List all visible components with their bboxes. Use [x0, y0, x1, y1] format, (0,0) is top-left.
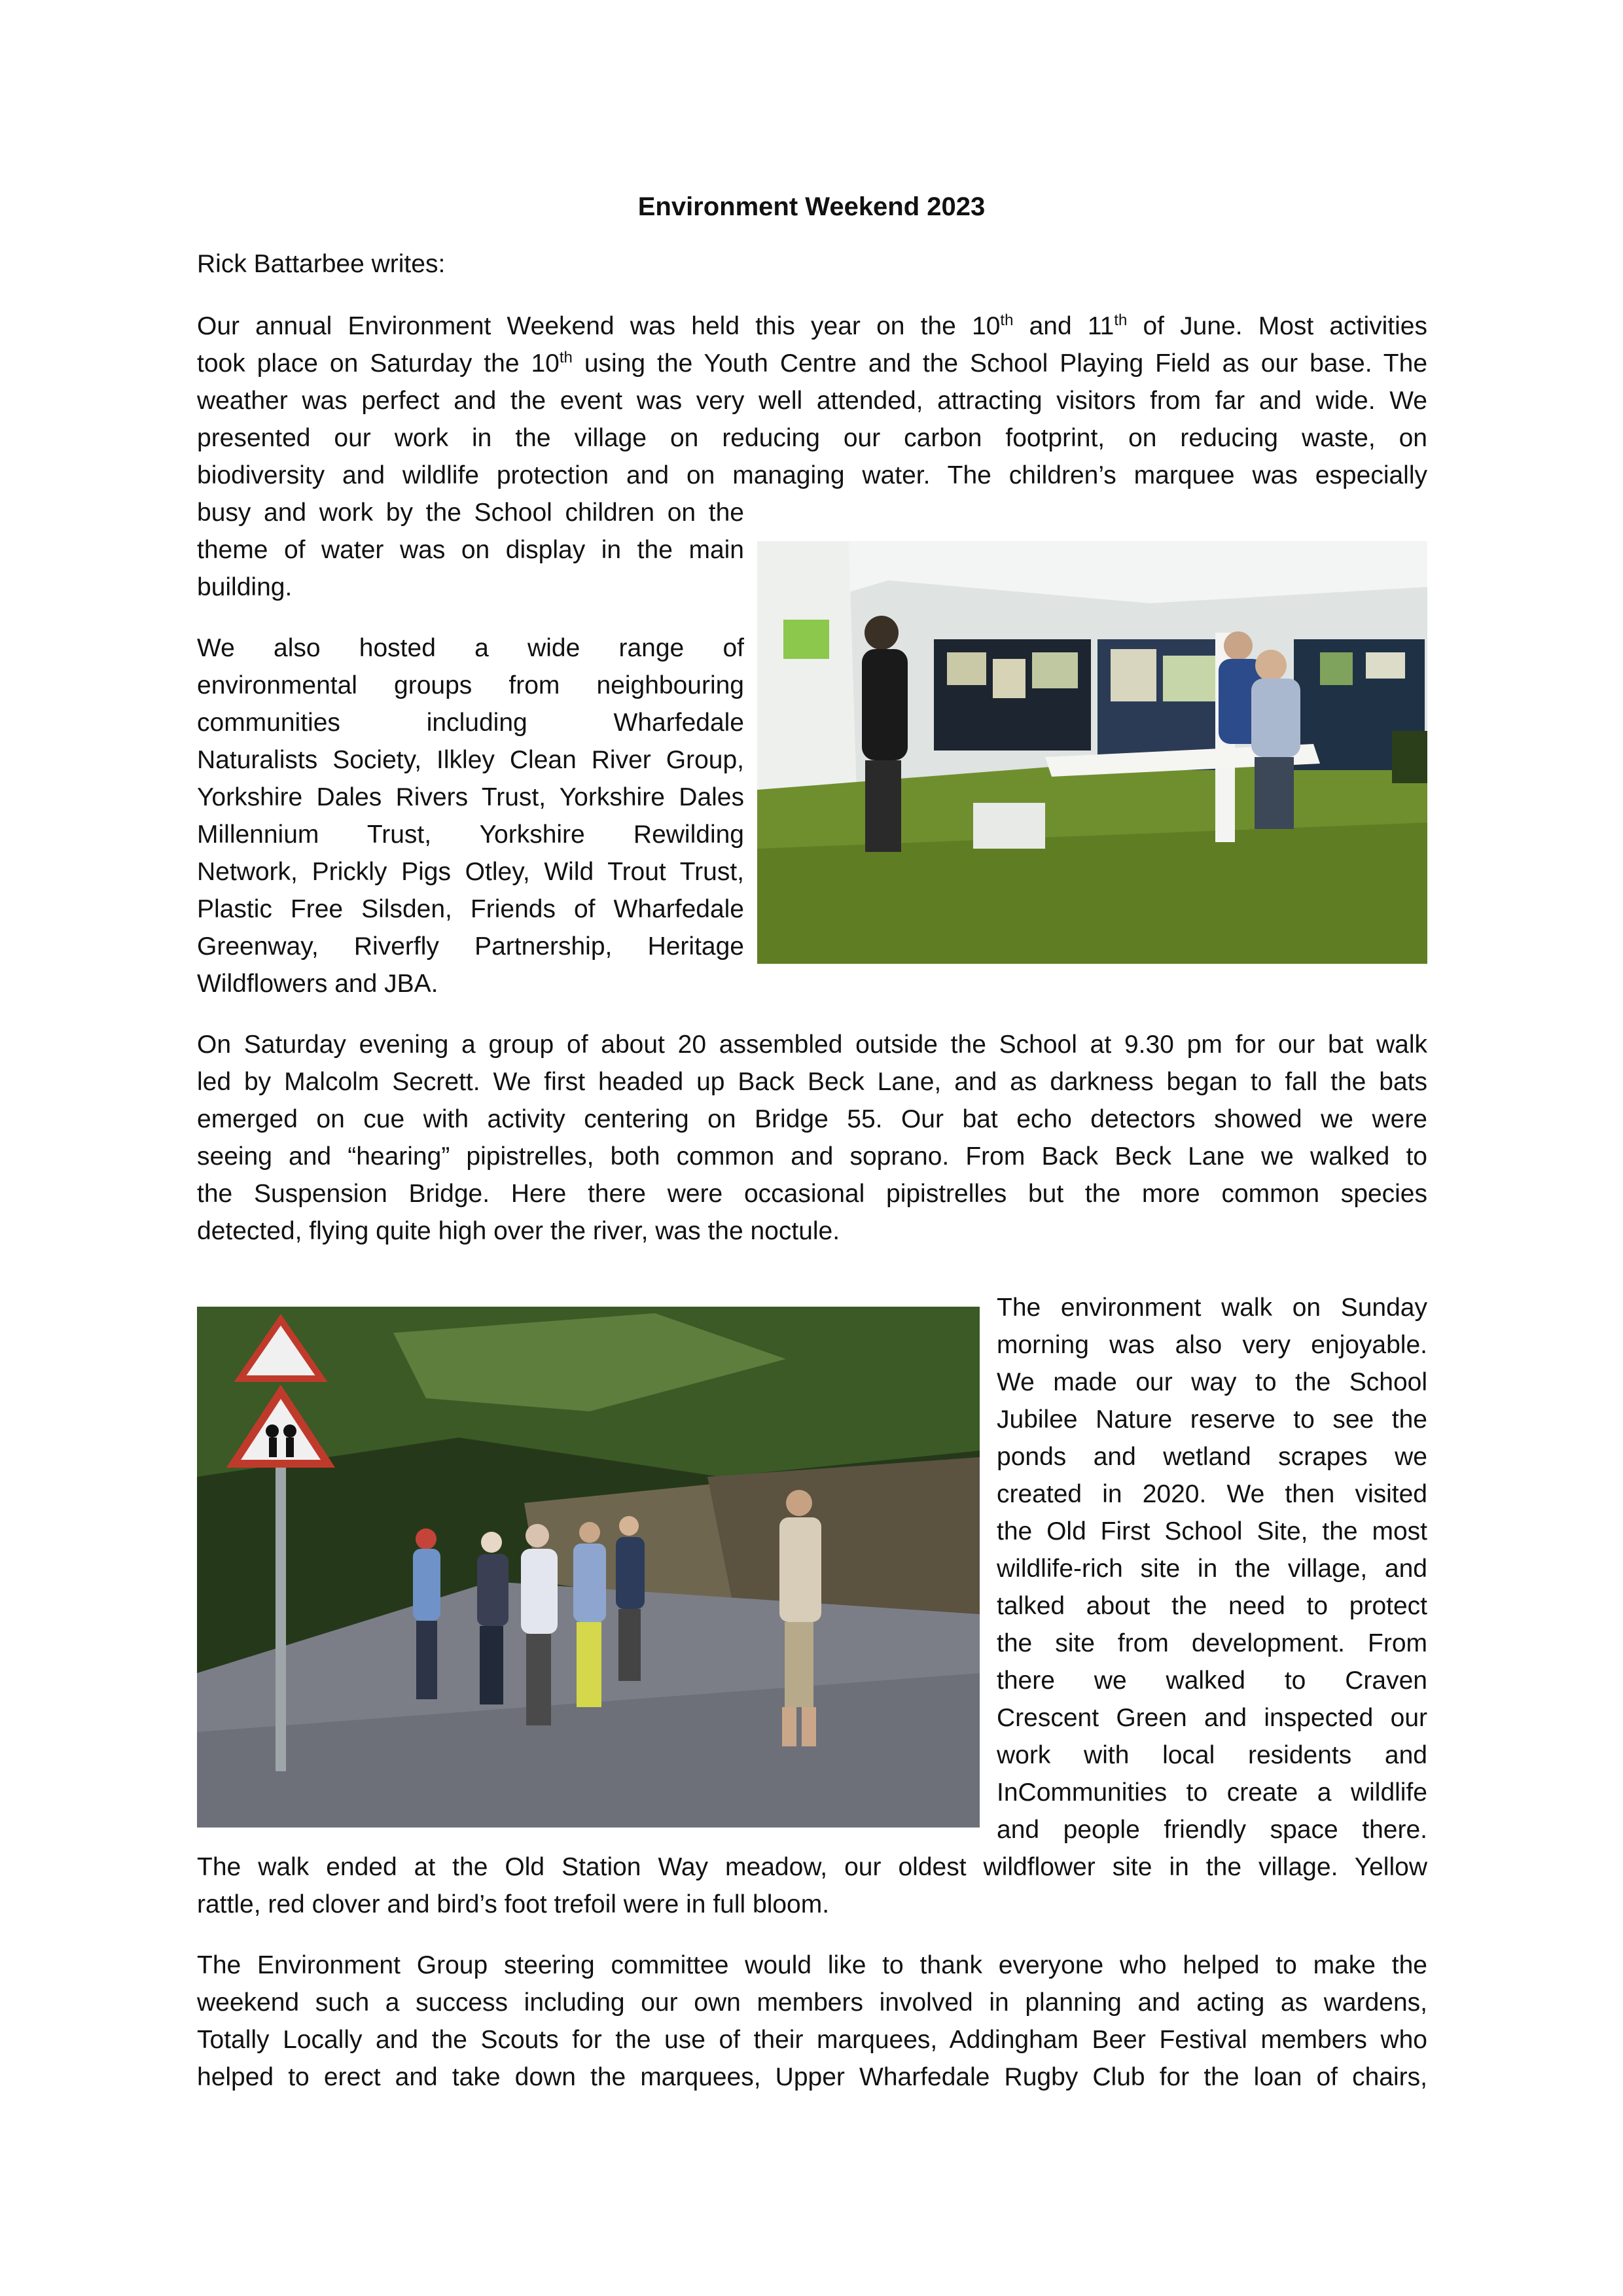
- text-line: morning was also very enjoyable.: [997, 1331, 1427, 1359]
- text-line: presented our work in the village on reducing our carbon footprint, on reducing waste, on: [197, 424, 1427, 452]
- text-line: detected, flying quite high over the river, was the noctule.: [197, 1217, 840, 1245]
- text-line: We also hosted a wide range of: [197, 634, 744, 662]
- paragraph-environment-walk: [997, 1289, 1427, 1848]
- text-line: the Suspension Bridge. Here there were occasional pipistrelles but the more common species: [197, 1180, 1427, 1208]
- bat-walk-group-image: [197, 1307, 980, 1828]
- text-line: environmental groups from neighbouring: [197, 671, 744, 699]
- bat-walk-group-photo: [197, 1307, 980, 1828]
- text-line: On Saturday evening a group of about 20 assembled outside the School at 9.30 pm for our bat walk: [197, 1031, 1427, 1059]
- text-line: busy and work by the School children on the: [197, 499, 744, 527]
- text-line: weather was perfect and the event was very well attended, attracting visitors from far and wide. We: [197, 387, 1427, 415]
- text-line: and people friendly space there.: [997, 1816, 1427, 1844]
- text-line: theme of water was on display in the main: [197, 536, 744, 564]
- text-line: Our annual Environment Weekend was held this year on the 10th and 11th of June. Most activities: [197, 311, 1427, 340]
- page-title: Environment Weekend 2023: [637, 192, 986, 221]
- paragraph-bat-walk: [197, 1026, 1427, 1250]
- text-line: the Old First School Site, the most: [997, 1517, 1427, 1545]
- paragraph-annual-weekend: [197, 308, 1427, 494]
- text-line: weekend such a success including our own members involved in planning and acting as wardens,: [197, 1988, 1427, 2017]
- byline: Rick Battarbee writes:: [197, 250, 446, 278]
- text-line: The environment walk on Sunday: [997, 1294, 1427, 1322]
- text-line: rattle, red clover and bird’s foot trefoil were in full bloom.: [197, 1890, 830, 1918]
- text-line: building.: [197, 573, 293, 601]
- text-line: communities including Wharfedale: [197, 709, 744, 737]
- text-line: ponds and wetland scrapes we: [997, 1443, 1427, 1471]
- text-line: work with local residents and: [997, 1741, 1427, 1769]
- text-line: Jubilee Nature reserve to see the: [997, 1405, 1427, 1434]
- text-line: Millennium Trust, Yorkshire Rewilding: [197, 821, 744, 849]
- text-line: We made our way to the School: [997, 1368, 1427, 1396]
- marquee-display-image: [757, 541, 1427, 964]
- text-line: Yorkshire Dales Rivers Trust, Yorkshire Dales: [197, 783, 744, 811]
- text-line: Totally Locally and the Scouts for the use of their marquees, Addingham Beer Festival members who: [197, 2026, 1427, 2054]
- text-line: InCommunities to create a wildlife: [997, 1778, 1427, 1807]
- text-line: Greenway, Riverfly Partnership, Heritage: [197, 932, 744, 961]
- text-line: wildlife-rich site in the village, and: [997, 1555, 1427, 1583]
- text-line: The walk ended at the Old Station Way meadow, our oldest wildflower site in the village. Yellow: [197, 1853, 1427, 1881]
- text-line: seeing and “hearing” pipistrelles, both common and soprano. From Back Beck Lane we walked to: [197, 1142, 1427, 1171]
- text-line: emerged on cue with activity centering on Bridge 55. Our bat echo detectors showed we were: [197, 1105, 1427, 1133]
- paragraph-environment-walk-continued: [197, 1848, 1427, 1923]
- text-line: created in 2020. We then visited: [997, 1480, 1427, 1508]
- text-line: took place on Saturday the 10th using the Youth Centre and the School Playing Field as our base. The: [197, 349, 1428, 378]
- text-line: Network, Prickly Pigs Otley, Wild Trout Trust,: [197, 858, 744, 886]
- marquee-display-photo: [757, 541, 1427, 964]
- text-line: Naturalists Society, Ilkley Clean River Group,: [197, 746, 744, 774]
- text-line: Crescent Green and inspected our: [997, 1704, 1427, 1732]
- paragraph-thanks: [197, 1947, 1427, 2096]
- text-line: helped to erect and take down the marquees, Upper Wharfedale Rugby Club for the loan of chairs,: [197, 2063, 1427, 2091]
- text-line: Plastic Free Silsden, Friends of Wharfedale: [197, 895, 744, 923]
- text-line: there we walked to Craven: [997, 1667, 1427, 1695]
- text-line: talked about the need to protect: [997, 1592, 1427, 1620]
- paragraph-environmental-groups: [197, 629, 744, 1002]
- text-line: biodiversity and wildlife protection and on managing water. The children’s marquee was especially: [197, 461, 1427, 489]
- text-line: The Environment Group steering committee would like to thank everyone who helped to make the: [197, 1951, 1427, 1979]
- text-line: Wildflowers and JBA.: [197, 970, 438, 998]
- paragraph-annual-weekend-continued: [197, 494, 744, 606]
- text-line: the site from development. From: [997, 1629, 1427, 1657]
- text-line: led by Malcolm Secrett. We first headed up Back Beck Lane, and as darkness began to fall the bats: [197, 1068, 1427, 1096]
